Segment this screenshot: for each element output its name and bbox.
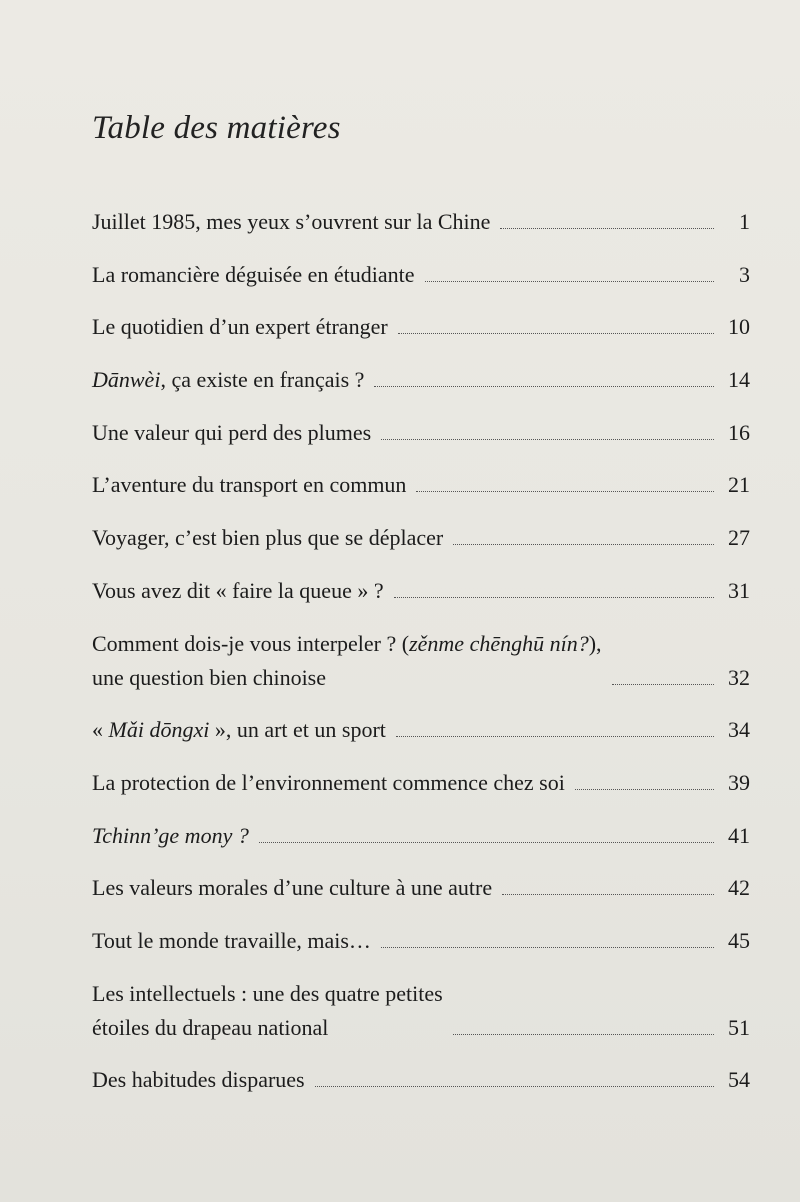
toc-entry-title — [92, 574, 384, 608]
toc-title-part: , ça existe en français ? — [160, 367, 365, 393]
toc-title-part: Juillet 1985, mes yeux s’ouvrent sur la Chine — [92, 209, 491, 234]
dot-leader — [575, 789, 714, 790]
toc-entry-title — [92, 713, 386, 747]
toc-page-number: 51 — [728, 1014, 750, 1040]
toc-entry-title — [92, 416, 371, 450]
toc-title-part: L’aventure du transport en commun — [92, 472, 407, 498]
toc-title-part: Vous avez dit « faire la queue » ? — [92, 577, 384, 603]
toc-entry — [92, 713, 750, 747]
dot-leader — [500, 228, 714, 229]
toc-title-part: Des habitudes disparues — [92, 1067, 305, 1093]
dot-leader — [453, 544, 714, 545]
dot-leader — [374, 386, 714, 387]
toc-page-number: 10 — [728, 314, 750, 340]
toc-page-number: 32 — [728, 664, 750, 690]
toc-entry-title — [92, 766, 565, 800]
toc-title-part: Une valeur qui perd des plumes — [92, 419, 372, 445]
toc-entry-title — [92, 521, 443, 555]
toc-entry-title — [92, 1063, 305, 1097]
toc-page-number: 34 — [728, 717, 750, 743]
toc-title-italic-part: Mǎi dōngxi — [108, 717, 210, 743]
toc-entry — [92, 574, 750, 608]
toc-title-italic-part: Dānwèi — [92, 367, 161, 393]
dot-leader — [259, 842, 714, 843]
toc-entry — [92, 205, 750, 239]
toc-entry-title — [92, 924, 371, 958]
toc-page-number: 42 — [728, 875, 750, 901]
dot-leader — [416, 491, 714, 492]
dot-leader — [381, 439, 714, 440]
toc-entry — [92, 416, 750, 450]
page-title: Table des matières — [92, 110, 341, 146]
toc-page-number: 27 — [728, 525, 750, 551]
toc-entry — [92, 627, 750, 695]
toc-page-number: 31 — [728, 577, 750, 603]
toc-entry — [92, 871, 750, 905]
toc-entry-title — [92, 871, 492, 905]
toc-entry — [92, 258, 750, 292]
toc-title-part: Les intellectuels : une des quatre petites étoiles du drapeau national — [92, 980, 443, 1040]
toc-entry — [92, 1063, 750, 1097]
dot-leader — [381, 947, 714, 948]
toc-title-part: Tout le monde travaille, mais… — [92, 927, 371, 953]
dot-leader — [394, 597, 714, 598]
toc-entry — [92, 363, 750, 397]
toc-page-number: 1 — [739, 209, 750, 234]
toc-title-part: », un art et un sport — [209, 717, 386, 743]
toc-page-number: 3 — [739, 261, 750, 287]
dot-leader — [315, 1086, 714, 1087]
toc-entry — [92, 310, 750, 344]
toc-entry-title — [92, 258, 415, 292]
toc-page-number: 41 — [728, 822, 750, 848]
dot-leader — [612, 684, 714, 685]
toc-title-part: La romancière déguisée en étudiante — [92, 261, 415, 287]
toc-page-number: 39 — [728, 769, 750, 795]
toc-entry — [92, 468, 750, 502]
toc-page-number: 54 — [728, 1067, 750, 1093]
toc-entry-title — [92, 627, 602, 695]
dot-leader — [398, 333, 714, 334]
toc-title-part: Les valeurs morales d’une culture à une autre — [92, 875, 493, 901]
toc-page-number: 21 — [728, 472, 750, 498]
toc-title-part: ), une question bien chinoise — [92, 630, 602, 690]
toc-title-part: Comment dois-je vous interpeler ? ( — [92, 630, 410, 656]
toc-entry-title — [92, 819, 249, 853]
toc-entry-title — [92, 977, 443, 1045]
toc-entry-title — [92, 363, 364, 397]
toc-list — [92, 205, 750, 1116]
toc-page-number: 16 — [728, 419, 750, 445]
toc-entry — [92, 521, 750, 555]
toc-entry — [92, 977, 750, 1045]
dot-leader — [396, 736, 714, 737]
dot-leader — [502, 894, 714, 895]
toc-title-part: Le quotidien d’un expert étranger — [92, 314, 388, 340]
dot-leader — [425, 281, 714, 282]
toc-title-italic-part: zěnme chēnghū nín? — [409, 630, 589, 656]
toc-page-number: 14 — [728, 367, 750, 393]
toc-entry-title — [92, 468, 406, 502]
toc-title-part: La protection de l’environnement commence chez soi — [92, 769, 565, 795]
toc-title-italic-part: Tchinn’ge mony ? — [92, 822, 249, 848]
toc-title-part: Voyager, c’est bien plus que se déplacer — [92, 525, 444, 551]
toc-page-number: 45 — [728, 927, 750, 953]
toc-entry — [92, 819, 750, 853]
dot-leader — [453, 1034, 714, 1035]
toc-entry-title — [92, 205, 490, 239]
toc-entry — [92, 766, 750, 800]
toc-title-part: « — [92, 717, 109, 743]
toc-entry-title — [92, 310, 388, 344]
toc-entry — [92, 924, 750, 958]
